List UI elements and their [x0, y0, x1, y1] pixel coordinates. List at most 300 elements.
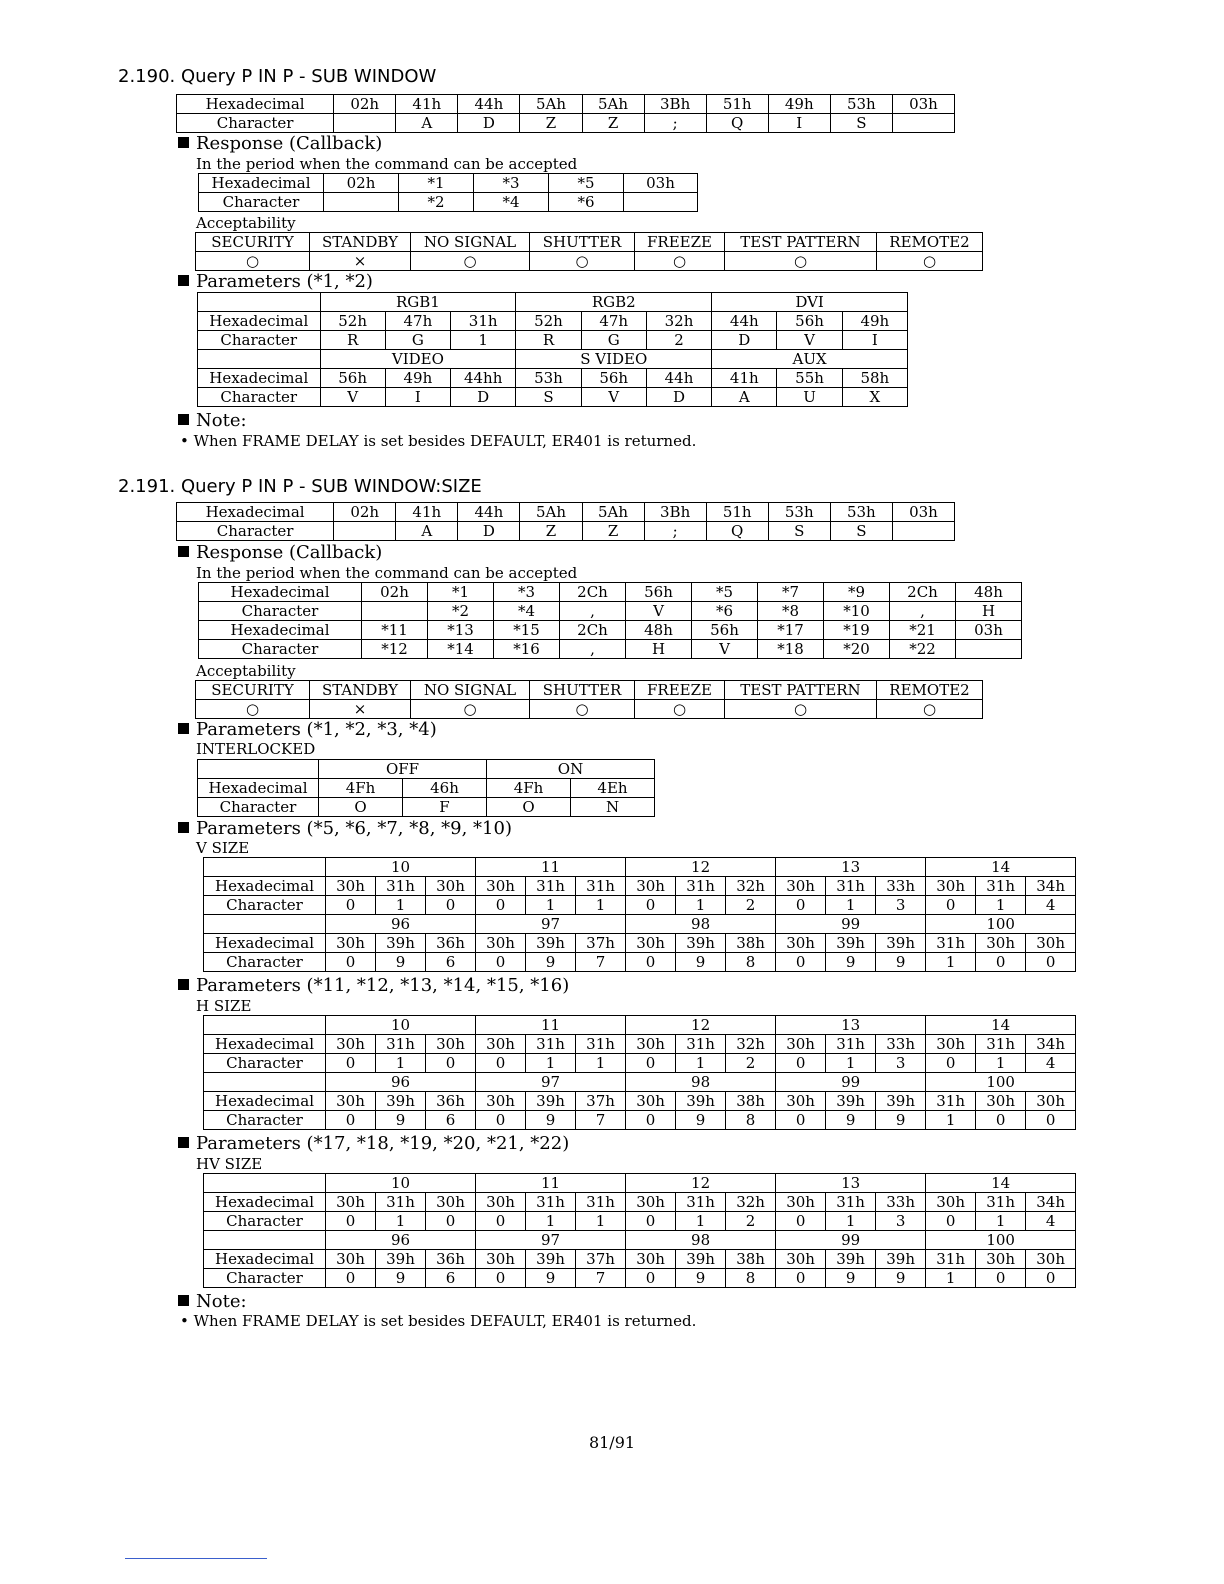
group-cell: 96 [326, 915, 476, 934]
cell: 0 [626, 1054, 676, 1073]
group-cell: 11 [476, 1016, 626, 1035]
cell: D [458, 114, 520, 133]
cell: 0 [976, 953, 1026, 972]
group-row [198, 293, 908, 312]
cell: ; [644, 522, 706, 541]
cell: G [385, 331, 450, 350]
cell [892, 522, 954, 541]
char-row [204, 1111, 1076, 1130]
cell: I [842, 331, 907, 350]
value-cell: ○ [530, 252, 635, 271]
note-heading [178, 410, 247, 431]
cell: 31h [976, 877, 1026, 896]
cell: 7 [576, 1269, 626, 1288]
hex-row [199, 583, 1022, 602]
hex-row [204, 1035, 1076, 1054]
page-number: 81/91 [588, 1433, 636, 1452]
cell: 30h [776, 1092, 826, 1111]
group-cell: 97 [476, 1231, 626, 1250]
cell: 3Bh [644, 95, 706, 114]
heading-text: Note: [196, 1291, 247, 1312]
cell: 30h [926, 1035, 976, 1054]
response-table-2-191 [198, 582, 1022, 659]
cell: *11 [362, 621, 428, 640]
cell: 02h [362, 583, 428, 602]
cell: 39h [826, 1092, 876, 1111]
cell: 3Bh [644, 503, 706, 522]
group-cell: 12 [626, 1174, 776, 1193]
cell: 9 [526, 953, 576, 972]
cell: 4 [1026, 896, 1076, 915]
cell: , [560, 602, 626, 621]
cell: 0 [326, 1212, 376, 1231]
cell: 48h [956, 583, 1022, 602]
response-heading [178, 542, 382, 563]
cell: 51h [706, 95, 768, 114]
row-label: Hexadecimal [198, 779, 319, 798]
row-label: Hexadecimal [204, 1092, 326, 1111]
cell: *13 [428, 621, 494, 640]
group-cell: 12 [626, 1016, 776, 1035]
cell: 02h [324, 174, 399, 193]
row-label: Hexadecimal [204, 934, 326, 953]
cell: 0 [476, 1054, 526, 1073]
cell: 48h [626, 621, 692, 640]
cell: *22 [890, 640, 956, 659]
cell: 46h [403, 779, 487, 798]
cell: S [830, 114, 892, 133]
bullet-square-icon [178, 979, 189, 990]
cell: 0 [776, 1054, 826, 1073]
cell: 9 [876, 1111, 926, 1130]
cell: 9 [826, 1269, 876, 1288]
cell: 0 [426, 1054, 476, 1073]
heading-text: Note: [196, 410, 247, 431]
command-table-2-191 [176, 502, 955, 541]
cell: 38h [726, 1092, 776, 1111]
group-cell: 10 [326, 1174, 476, 1193]
value-cell: ○ [877, 252, 983, 271]
cell: 56h [692, 621, 758, 640]
cell: 0 [476, 953, 526, 972]
interlocked-table [197, 759, 655, 817]
cell: 0 [776, 896, 826, 915]
cell: 03h [624, 174, 698, 193]
group-cell: 99 [776, 1231, 926, 1250]
cell: 9 [526, 1111, 576, 1130]
cell: ; [644, 114, 706, 133]
cell: *17 [758, 621, 824, 640]
cell: 5Ah [520, 95, 582, 114]
cell [892, 114, 954, 133]
cell: V [692, 640, 758, 659]
cell: 5Ah [582, 95, 644, 114]
cell: 31h [526, 1193, 576, 1212]
cell: 44hh [451, 369, 516, 388]
cell: A [712, 388, 777, 407]
cell: 51h [706, 503, 768, 522]
cell: 36h [426, 1092, 476, 1111]
cell: 39h [376, 934, 426, 953]
cell: *15 [494, 621, 560, 640]
row-label: Character [204, 1111, 326, 1130]
cell: 49h [385, 369, 450, 388]
cell: H [956, 602, 1022, 621]
cell: , [560, 640, 626, 659]
cell: 39h [876, 1092, 926, 1111]
heading-text: Parameters (*11, *12, *13, *14, *15, *16) [196, 975, 570, 996]
header-cell: REMOTE2 [877, 681, 983, 700]
cell: X [842, 388, 907, 407]
cell: 30h [326, 877, 376, 896]
cell: *9 [824, 583, 890, 602]
value-row [196, 700, 983, 719]
cell: 0 [926, 896, 976, 915]
heading-text: Parameters (*5, *6, *7, *8, *9, *10) [196, 818, 512, 839]
row-label: Hexadecimal [177, 503, 334, 522]
char-row [199, 602, 1022, 621]
group-cell: 97 [476, 1073, 626, 1092]
cell: 0 [626, 896, 676, 915]
cell: *3 [474, 174, 549, 193]
group-row [204, 1231, 1076, 1250]
header-cell: TEST PATTERN [725, 681, 877, 700]
group-cell: 13 [776, 1016, 926, 1035]
cell: 41h [396, 95, 458, 114]
group-cell: 97 [476, 915, 626, 934]
cell: 31h [826, 877, 876, 896]
heading-text: Response (Callback) [196, 133, 383, 154]
row-label: Character [199, 602, 362, 621]
cell: 31h [676, 1193, 726, 1212]
hex-row [177, 503, 955, 522]
cell: 34h [1026, 877, 1076, 896]
cell: 44h [458, 503, 520, 522]
blank-cell [204, 1073, 326, 1092]
cell: 30h [926, 877, 976, 896]
cell: 49h [768, 95, 830, 114]
cell: *18 [758, 640, 824, 659]
cell: *12 [362, 640, 428, 659]
group-cell: 96 [326, 1231, 476, 1250]
cell: 9 [826, 1111, 876, 1130]
bullet-square-icon [178, 546, 189, 557]
cell: 30h [326, 934, 376, 953]
row-label: Character [204, 1269, 326, 1288]
cell: 56h [777, 312, 842, 331]
char-row [177, 522, 955, 541]
cell: 37h [576, 1092, 626, 1111]
blank-cell [198, 293, 321, 312]
cell: *1 [399, 174, 474, 193]
cell: 33h [876, 877, 926, 896]
cell: S [830, 522, 892, 541]
row-label: Hexadecimal [198, 312, 321, 331]
cell: *8 [758, 602, 824, 621]
row-label: Character [204, 1212, 326, 1231]
cell: V [581, 388, 646, 407]
cell: 1 [826, 896, 876, 915]
group-cell: 10 [326, 858, 476, 877]
group-cell: 96 [326, 1073, 476, 1092]
cell: 9 [526, 1269, 576, 1288]
cell: 1 [576, 1054, 626, 1073]
bullet-square-icon [178, 1137, 189, 1148]
cell: 1 [376, 1212, 426, 1231]
cell: 0 [926, 1212, 976, 1231]
hex-row [204, 1092, 1076, 1111]
cell: 0 [426, 896, 476, 915]
cell: *14 [428, 640, 494, 659]
cell: 30h [476, 934, 526, 953]
v-size-table [203, 857, 1076, 972]
value-cell: ○ [635, 700, 725, 719]
cell: 1 [976, 1054, 1026, 1073]
hex-row [204, 1250, 1076, 1269]
cell: 30h [976, 934, 1026, 953]
group-cell: RGB2 [516, 293, 712, 312]
cell: 0 [326, 1054, 376, 1073]
cell: 1 [826, 1054, 876, 1073]
cell: 6 [426, 1269, 476, 1288]
acceptability-table-2-190 [195, 232, 983, 271]
cell: D [458, 522, 520, 541]
group-cell: 99 [776, 1073, 926, 1092]
cell: 58h [842, 369, 907, 388]
cell: 31h [376, 1035, 426, 1054]
cell: 39h [526, 1092, 576, 1111]
cell: 0 [776, 1212, 826, 1231]
cell: 0 [426, 1212, 476, 1231]
row-label: Hexadecimal [198, 369, 321, 388]
params-heading [178, 1133, 569, 1154]
cell: 30h [476, 877, 526, 896]
value-cell: ○ [725, 700, 877, 719]
cell: 37h [576, 934, 626, 953]
cell: 41h [396, 503, 458, 522]
cell: S [516, 388, 581, 407]
cell: 1 [676, 1054, 726, 1073]
row-label: Character [198, 798, 319, 817]
cell: 31h [976, 1035, 1026, 1054]
cell: 31h [526, 877, 576, 896]
cell: 30h [326, 1035, 376, 1054]
bullet-square-icon [178, 822, 189, 833]
cell: 0 [476, 1111, 526, 1130]
cell: 44h [712, 312, 777, 331]
row-label: Hexadecimal [204, 1193, 326, 1212]
group-cell: 14 [926, 858, 1076, 877]
group-cell: 99 [776, 915, 926, 934]
cell: 9 [676, 1269, 726, 1288]
cell: 56h [626, 583, 692, 602]
cell: 0 [326, 1269, 376, 1288]
value-cell: ○ [411, 252, 530, 271]
cell: 0 [1026, 1269, 1076, 1288]
blank-cell [204, 1016, 326, 1035]
cell: Z [582, 114, 644, 133]
cell: 30h [326, 1193, 376, 1212]
group-cell: 98 [626, 1073, 776, 1092]
group-cell: 100 [926, 1073, 1076, 1092]
hex-row [204, 934, 1076, 953]
cell [324, 193, 399, 212]
cell: 2 [726, 1212, 776, 1231]
value-cell: ○ [530, 700, 635, 719]
cell: Q [706, 522, 768, 541]
cell: *7 [758, 583, 824, 602]
row-label: Character [204, 1054, 326, 1073]
cell: 56h [320, 369, 385, 388]
bullet-square-icon [178, 414, 189, 425]
cell: 30h [776, 1250, 826, 1269]
cell: S [768, 522, 830, 541]
cell: 30h [626, 1250, 676, 1269]
cell: 31h [451, 312, 516, 331]
cell: 31h [576, 1193, 626, 1212]
cell: 2 [726, 1054, 776, 1073]
cell: 47h [385, 312, 450, 331]
cell: 0 [626, 1269, 676, 1288]
cell: 0 [776, 1269, 826, 1288]
cell: Z [582, 522, 644, 541]
header-cell: FREEZE [635, 233, 725, 252]
cell: 52h [320, 312, 385, 331]
cell: 31h [376, 1193, 426, 1212]
value-row [196, 252, 983, 271]
hex-row [199, 174, 698, 193]
cell: 3 [876, 1054, 926, 1073]
cell: 02h [334, 95, 396, 114]
cell: 8 [726, 1111, 776, 1130]
row-label: Character [204, 896, 326, 915]
header-row [196, 233, 983, 252]
header-cell: NO SIGNAL [411, 681, 530, 700]
cell: 8 [726, 1269, 776, 1288]
group-cell: 13 [776, 858, 926, 877]
bullet-square-icon [178, 1295, 189, 1306]
cell: 44h [646, 369, 711, 388]
cell: 31h [926, 1092, 976, 1111]
cell: *6 [549, 193, 624, 212]
param-subtitle: HV SIZE [196, 1155, 263, 1173]
cell: 9 [676, 1111, 726, 1130]
cell: 30h [976, 1092, 1026, 1111]
cell: 4Fh [319, 779, 403, 798]
value-cell: ○ [196, 252, 310, 271]
cell: 30h [1026, 934, 1076, 953]
section-title-2-191: 2.191. Query P IN P - SUB WINDOW:SIZE [118, 476, 482, 497]
cell: 03h [892, 95, 954, 114]
hex-row [198, 779, 655, 798]
group-row [204, 858, 1076, 877]
group-cell: 11 [476, 858, 626, 877]
cell: 31h [676, 1035, 726, 1054]
group-cell: 10 [326, 1016, 476, 1035]
row-label: Character [177, 522, 334, 541]
header-cell: SHUTTER [530, 681, 635, 700]
group-cell: 14 [926, 1174, 1076, 1193]
cell: 30h [1026, 1250, 1076, 1269]
cell: R [516, 331, 581, 350]
group-cell: 98 [626, 1231, 776, 1250]
params-heading [178, 719, 437, 740]
cell: *5 [692, 583, 758, 602]
cell: *10 [824, 602, 890, 621]
hex-row [204, 1193, 1076, 1212]
cell: 39h [826, 934, 876, 953]
header-cell: SECURITY [196, 681, 310, 700]
value-cell: ○ [411, 700, 530, 719]
cell: 30h [426, 877, 476, 896]
cell: 30h [476, 1193, 526, 1212]
row-label: Hexadecimal [199, 621, 362, 640]
header-cell: NO SIGNAL [411, 233, 530, 252]
cell: 31h [526, 1035, 576, 1054]
row-label: Character [204, 953, 326, 972]
cell: 31h [376, 877, 426, 896]
cell: 1 [926, 1269, 976, 1288]
cell: 0 [326, 953, 376, 972]
cell: 53h [830, 95, 892, 114]
cell: 33h [876, 1193, 926, 1212]
blank-cell [198, 350, 321, 369]
heading-text: Parameters (*1, *2) [196, 271, 373, 292]
cell: 2Ch [890, 583, 956, 602]
group-cell: 14 [926, 1016, 1076, 1035]
cell: 0 [776, 953, 826, 972]
cell: 0 [626, 1212, 676, 1231]
param-subtitle: V SIZE [196, 839, 250, 857]
cell: 1 [376, 896, 426, 915]
cell: Z [520, 522, 582, 541]
group-cell: OFF [319, 760, 487, 779]
value-cell: ○ [877, 700, 983, 719]
response-table-2-190 [198, 173, 698, 212]
cell: 31h [576, 877, 626, 896]
period-text: In the period when the command can be accepted [196, 564, 578, 582]
cell: 7 [576, 1111, 626, 1130]
group-cell: VIDEO [320, 350, 516, 369]
cell: 6 [426, 1111, 476, 1130]
cell: 30h [626, 934, 676, 953]
cell: , [890, 602, 956, 621]
cell: 49h [842, 312, 907, 331]
cell: 5Ah [582, 503, 644, 522]
char-row [204, 953, 1076, 972]
value-cell: ○ [725, 252, 877, 271]
hex-row [198, 369, 908, 388]
cell: D [712, 331, 777, 350]
cell: 37h [576, 1250, 626, 1269]
cell: 2Ch [560, 583, 626, 602]
cell: 39h [376, 1250, 426, 1269]
char-row [199, 640, 1022, 659]
cell [334, 114, 396, 133]
cell: 39h [676, 934, 726, 953]
cell: 0 [1026, 953, 1076, 972]
blank-cell [204, 915, 326, 934]
heading-text: Parameters (*1, *2, *3, *4) [196, 719, 437, 740]
param-subtitle: H SIZE [196, 997, 252, 1015]
cell: *20 [824, 640, 890, 659]
cell: Z [520, 114, 582, 133]
cell: *2 [428, 602, 494, 621]
cell: 39h [526, 934, 576, 953]
cell: 30h [476, 1092, 526, 1111]
cell: 32h [726, 1193, 776, 1212]
cell: 2Ch [560, 621, 626, 640]
